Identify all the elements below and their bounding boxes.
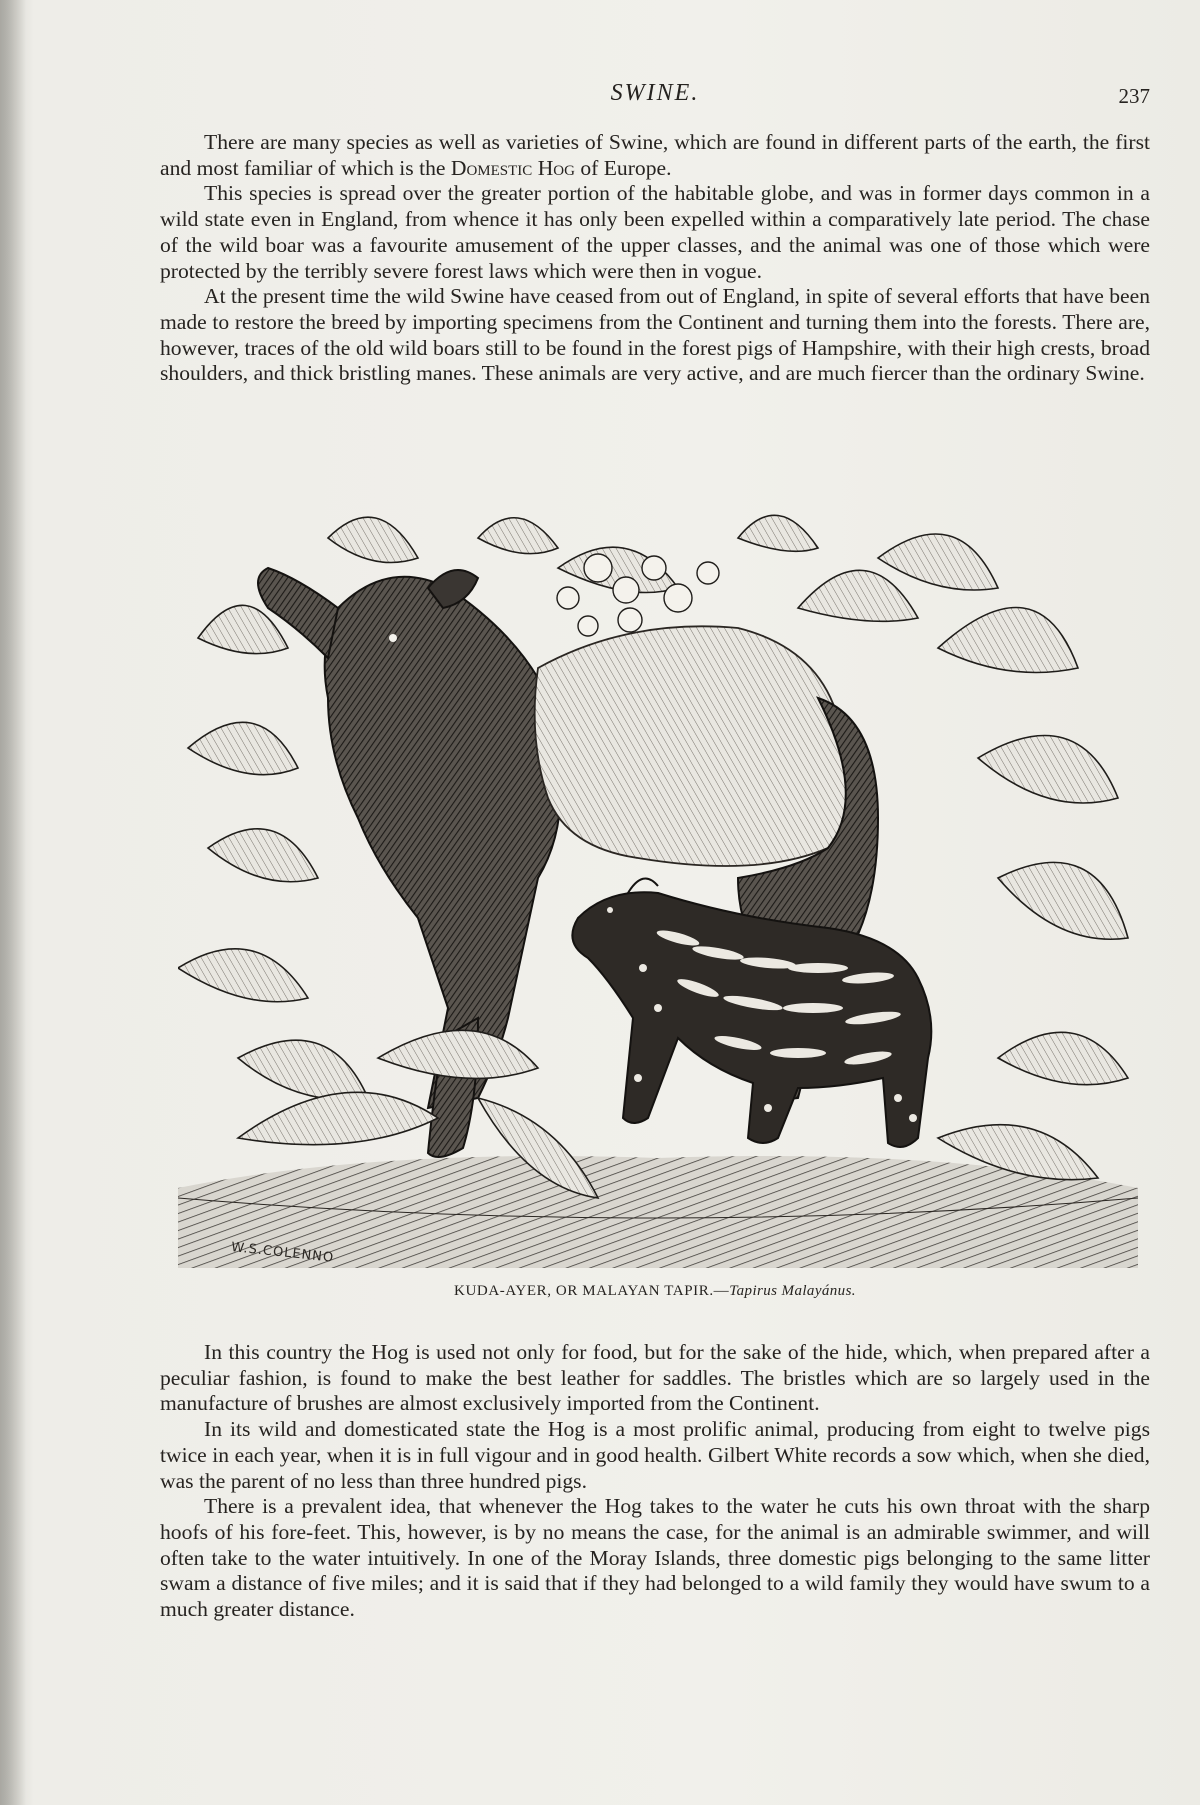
paragraph: There are many species as well as varieties of Swine, which are found in different parts of the earth, the first and most familiar of which is the Domestic Hog of Europe. <box>160 130 1150 180</box>
page-number: 237 <box>1118 84 1150 108</box>
tapir-engraving <box>178 498 1138 1268</box>
gutter-shadow <box>0 0 26 1805</box>
caption-latin: Tapirus Malayánus. <box>729 1283 856 1299</box>
paragraph: In its wild and domesticated state the Hog is a most prolific animal, producing from eight to twelve pigs twice in each year, when it is in full vigour and in good health. Gilbert White records a sow which, when she died, was the parent of no less than three hundred pigs. <box>160 1417 1150 1493</box>
paragraph: In this country the Hog is used not only for food, but for the sake of the hide, which, when prepared after a peculiar fashion, is found to make the best leather for saddles. The bristles which are so largely used in the manufacture of brushes are almost exclusively imported from the Continent. <box>160 1340 1150 1416</box>
caption-main: KUDA-AYER, OR MALAYAN TAPIR.— <box>454 1283 730 1299</box>
paragraph: At the present time the wild Swine have ceased from out of England, in spite of several efforts that have been made to restore the breed by importing specimens from the Continent and turning them into the forests. There are, however, traces of the old wild boars still to be found in the forest pigs of Hampshire, with their high crests, broad shoulders, and thick bristling manes. These animals are very active, and are much fiercer than the ordinary Swine. <box>160 284 1150 386</box>
small-caps-term: Domestic Hog <box>450 155 575 180</box>
running-title: SWINE. <box>610 80 700 106</box>
top-text-block <box>160 130 1150 387</box>
bottom-text-block <box>160 1340 1150 1623</box>
paragraph: This species is spread over the greater portion of the habitable globe, and was in former days common in a wild state even in England, from whence it has only been expelled within a comparatively late period. The chase of the wild boar was a favourite amusement of the upper classes, and the animal was one of those which were protected by the terribly severe forest laws which were then in vogue. <box>160 181 1150 283</box>
page-header <box>160 80 1150 110</box>
engraver-signature: W.S.COLENNO <box>230 1240 335 1266</box>
figure-caption <box>160 1283 1150 1300</box>
paragraph: There is a prevalent idea, that whenever the Hog takes to the water he cuts his own throat with the sharp hoofs of his fore-feet. This, however, is by no means the case, for the animal is an admirable swimmer, and will often take to the water intuitively. In one of the Moray Islands, three domestic pigs belonging to the same litter swam a distance of five miles; and it is said that if they had belonged to a wild family they would have swum to a much greater distance. <box>160 1494 1150 1622</box>
